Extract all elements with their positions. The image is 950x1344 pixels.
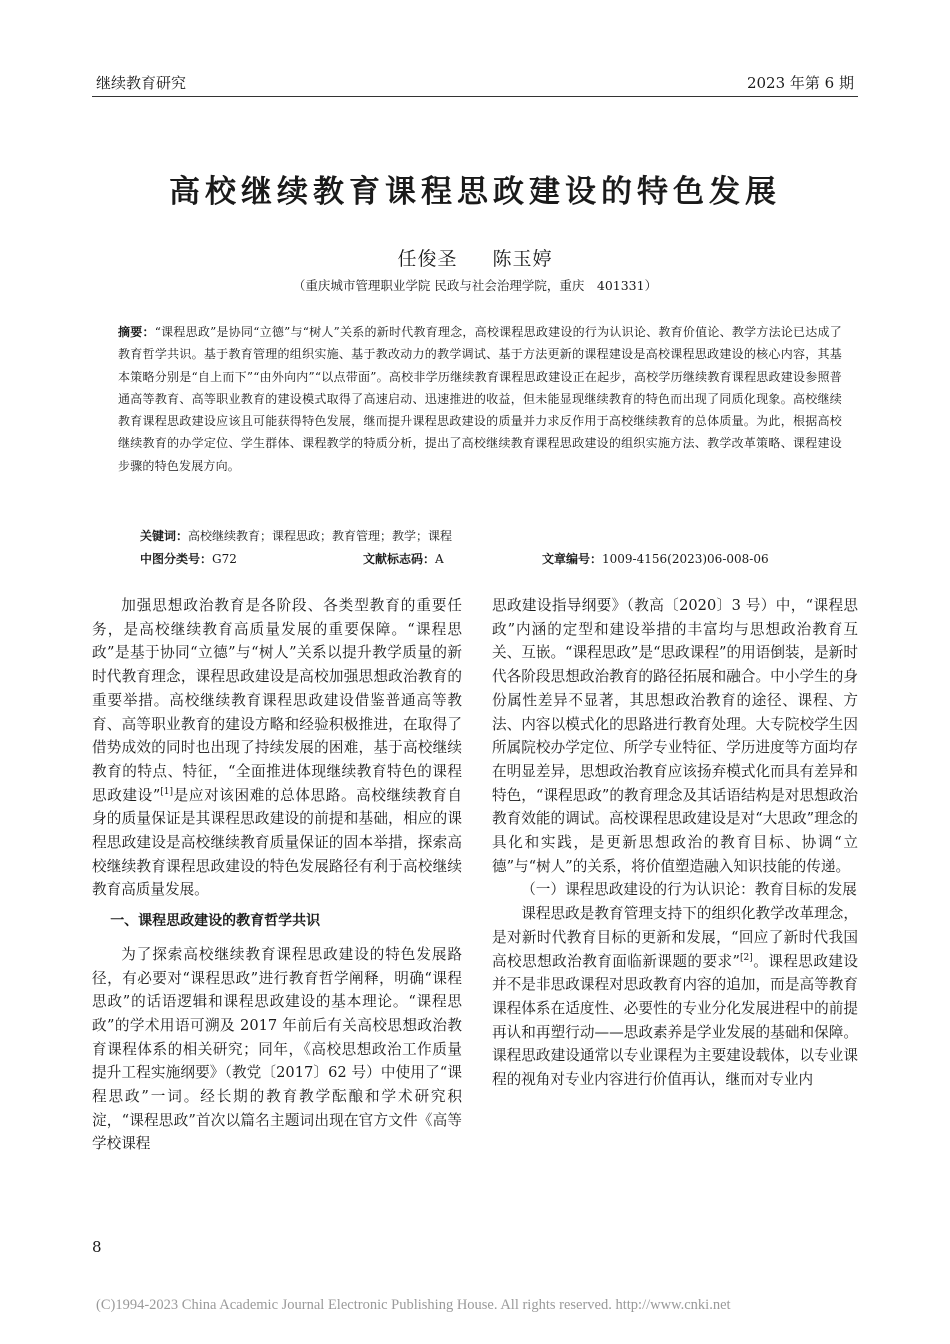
clc-value: G72	[212, 552, 237, 566]
subsection-text-a: 课程思政是教育管理支持下的组织化教学改革理念，是对新时代教育目标的更新和发展，“回应了新时代我国高校思想政治教育面临新课题的要求”	[492, 905, 858, 970]
page-number: 8	[92, 1238, 102, 1256]
abstract-text: “课程思政”是协同“立德”与“树人”关系的新时代教育理念，高校课程思政建设的行为认识论、教育价值论、教学方法论已达成了教育哲学共识。基于教育管理的组织实施、基于教改动力的教学调试、基于方法更新的课程建设是高校课程思政建设的核心内容，其基本策略分别是“自上而下”“由外向内”“以点带面”。高校非学历继续教育课程思政建设正在起步，高校学历继续教育课程思政建设参照普通高等教育、高等职业教育的建设模式取得了高速启动、迅速推进的收益，但未能显现继续教育的特色而出现了同质化现象。高校继续教育课程思政建设应该且可能获得特色发展，继而提升课程思政建设的质量并力求反作用于高校继续教育的总体质量。为此，根据高校继续教育的办学定位、学生群体、课程教学的特质分析，提出了高校继续教育课程思政建设的组织实施方法、教学改革策略、课程建设步骤的特色发展方向。	[118, 325, 842, 473]
author-2: 陈玉婷	[492, 248, 553, 270]
affiliation: （重庆城市管理职业学院 民政与社会治理学院，重庆 401331）	[292, 278, 658, 293]
subsection1-paragraph	[492, 902, 858, 1092]
art-value: 1009-4156(2023)06-008-06	[602, 552, 769, 566]
doc-value: A	[435, 552, 444, 566]
authors	[0, 244, 950, 271]
section1-paragraph: 为了探索高校继续教育课程思政建设的特色发展路径，有必要对“课程思政”进行教育哲学阐释，明确“课程思政”的话语逻辑和课程思政建设的基本理论。“课程思政”的学术用语可溯及 2017 年前后有关高校思想政治教育课程体系的相关研究；同年，《高校思想政治工作质量提升工程实施纲要》（教党〔2017〕62 号）中使用了“课程思政”一词。经长期的教育教学酝酿和学术研究积淀，“课程思政”首次以篇名主题词出现在官方文件《高等学校课程	[92, 945, 462, 1153]
author-1: 任俊圣	[397, 248, 458, 270]
continued-paragraph: 思政建设指导纲要》（教高〔2020〕3 号）中，“课程思政”内涵的定型和建设举措的丰富均与思想政治教育互关、互嵌。“课程思政”是“思政课程”的用语倒装，是新时代各阶段思想政治教育的路径拓展和融合。中小学生的身份属性差异不显著，其思想政治教育的途径、课程、方法、内容以模式化的思路进行教育处理。大专院校学生因所属院校办学定位、所学专业特征、学历进度等方面均存在明显差异，思想政治教育应该扬弃模式化而具有差异和特色，“课程思政”的教育理念及其话语结构是对思想政治教育效能的调试。高校课程思政建设是对“大思政”理念的具化和实践，是更新思想政治的教育目标、协调“立德”与“树人”的关系，将价值塑造融入知识技能的传递。	[492, 597, 858, 875]
body-column-left	[92, 594, 462, 1156]
copyright-footer: (C)1994-2023 China Academic Journal Electronic Publishing House. All rights reserved. http://www.cnki.net	[96, 1297, 731, 1313]
subsection-heading-1: （一）课程思政建设的行为认识论：教育目标的发展	[521, 881, 857, 899]
keywords-text: 高校继续教育；课程思政；教育管理；教学；课程	[188, 529, 453, 543]
keywords	[140, 527, 840, 544]
section-heading-1: 一、课程思政建设的教育哲学共识	[110, 913, 321, 930]
intro-paragraph	[92, 594, 462, 902]
intro-text-b: 是应对该困难的总体思路。高校继续教育自身的质量保证是其课程思政建设的前提和基础，相应的课程思政建设是高校继续教育质量保证的固本举措，探索高校继续教育课程思政建设的特色发展路径有利于高校继续教育高质量发展。	[92, 786, 462, 899]
journal-name: 继续教育研究	[96, 74, 187, 92]
clc-number	[140, 550, 237, 567]
keywords-label: 关键词：	[140, 529, 189, 543]
article-title: 高校继续教育课程思政建设的特色发展	[169, 174, 781, 210]
document-code	[363, 550, 444, 567]
art-label: 文章编号：	[542, 552, 603, 566]
abstract	[118, 321, 842, 477]
doc-label: 文献标志码：	[363, 552, 436, 566]
header-rule	[92, 96, 858, 97]
clc-label: 中图分类号：	[140, 552, 213, 566]
citation-2[interactable]: [2]	[740, 952, 753, 963]
subsection-text-b: 。课程思政建设并不是非思政课程对思政教育内容的追加，而是高等教育课程体系在适度性、必要性的专业分化发展进程中的前提再认和再塑行动——思政素养是学业发展的基础和保障。课程思政建设通常以专业课程为主要建设载体，以专业课程的视角对专业内容进行价值再认，继而对专业内	[492, 952, 858, 1089]
issue-label: 2023 年第 6 期	[746, 74, 854, 92]
intro-text-a: 加强思想政治教育是各阶段、各类型教育的重要任务，是高校继续教育高质量发展的重要保障。“课程思政”是基于协同“立德”与“树人”关系以提升教学质量的新时代教育理念，课程思政建设是高校加强思想政治教育的重要举措。高校继续教育课程思政建设借鉴普通高等教育、高等职业教育的建设方略和经验积极推进，在取得了借势成效的同时也出现了持续发展的困难，基于高校继续教育的特点、特征，“全面推进体现继续教育特色的课程思政建设”	[92, 597, 462, 804]
body-column-right	[492, 594, 858, 1092]
abstract-label: 摘要：	[118, 325, 155, 339]
article-number	[542, 550, 769, 567]
citation-1[interactable]: [1]	[160, 786, 174, 797]
